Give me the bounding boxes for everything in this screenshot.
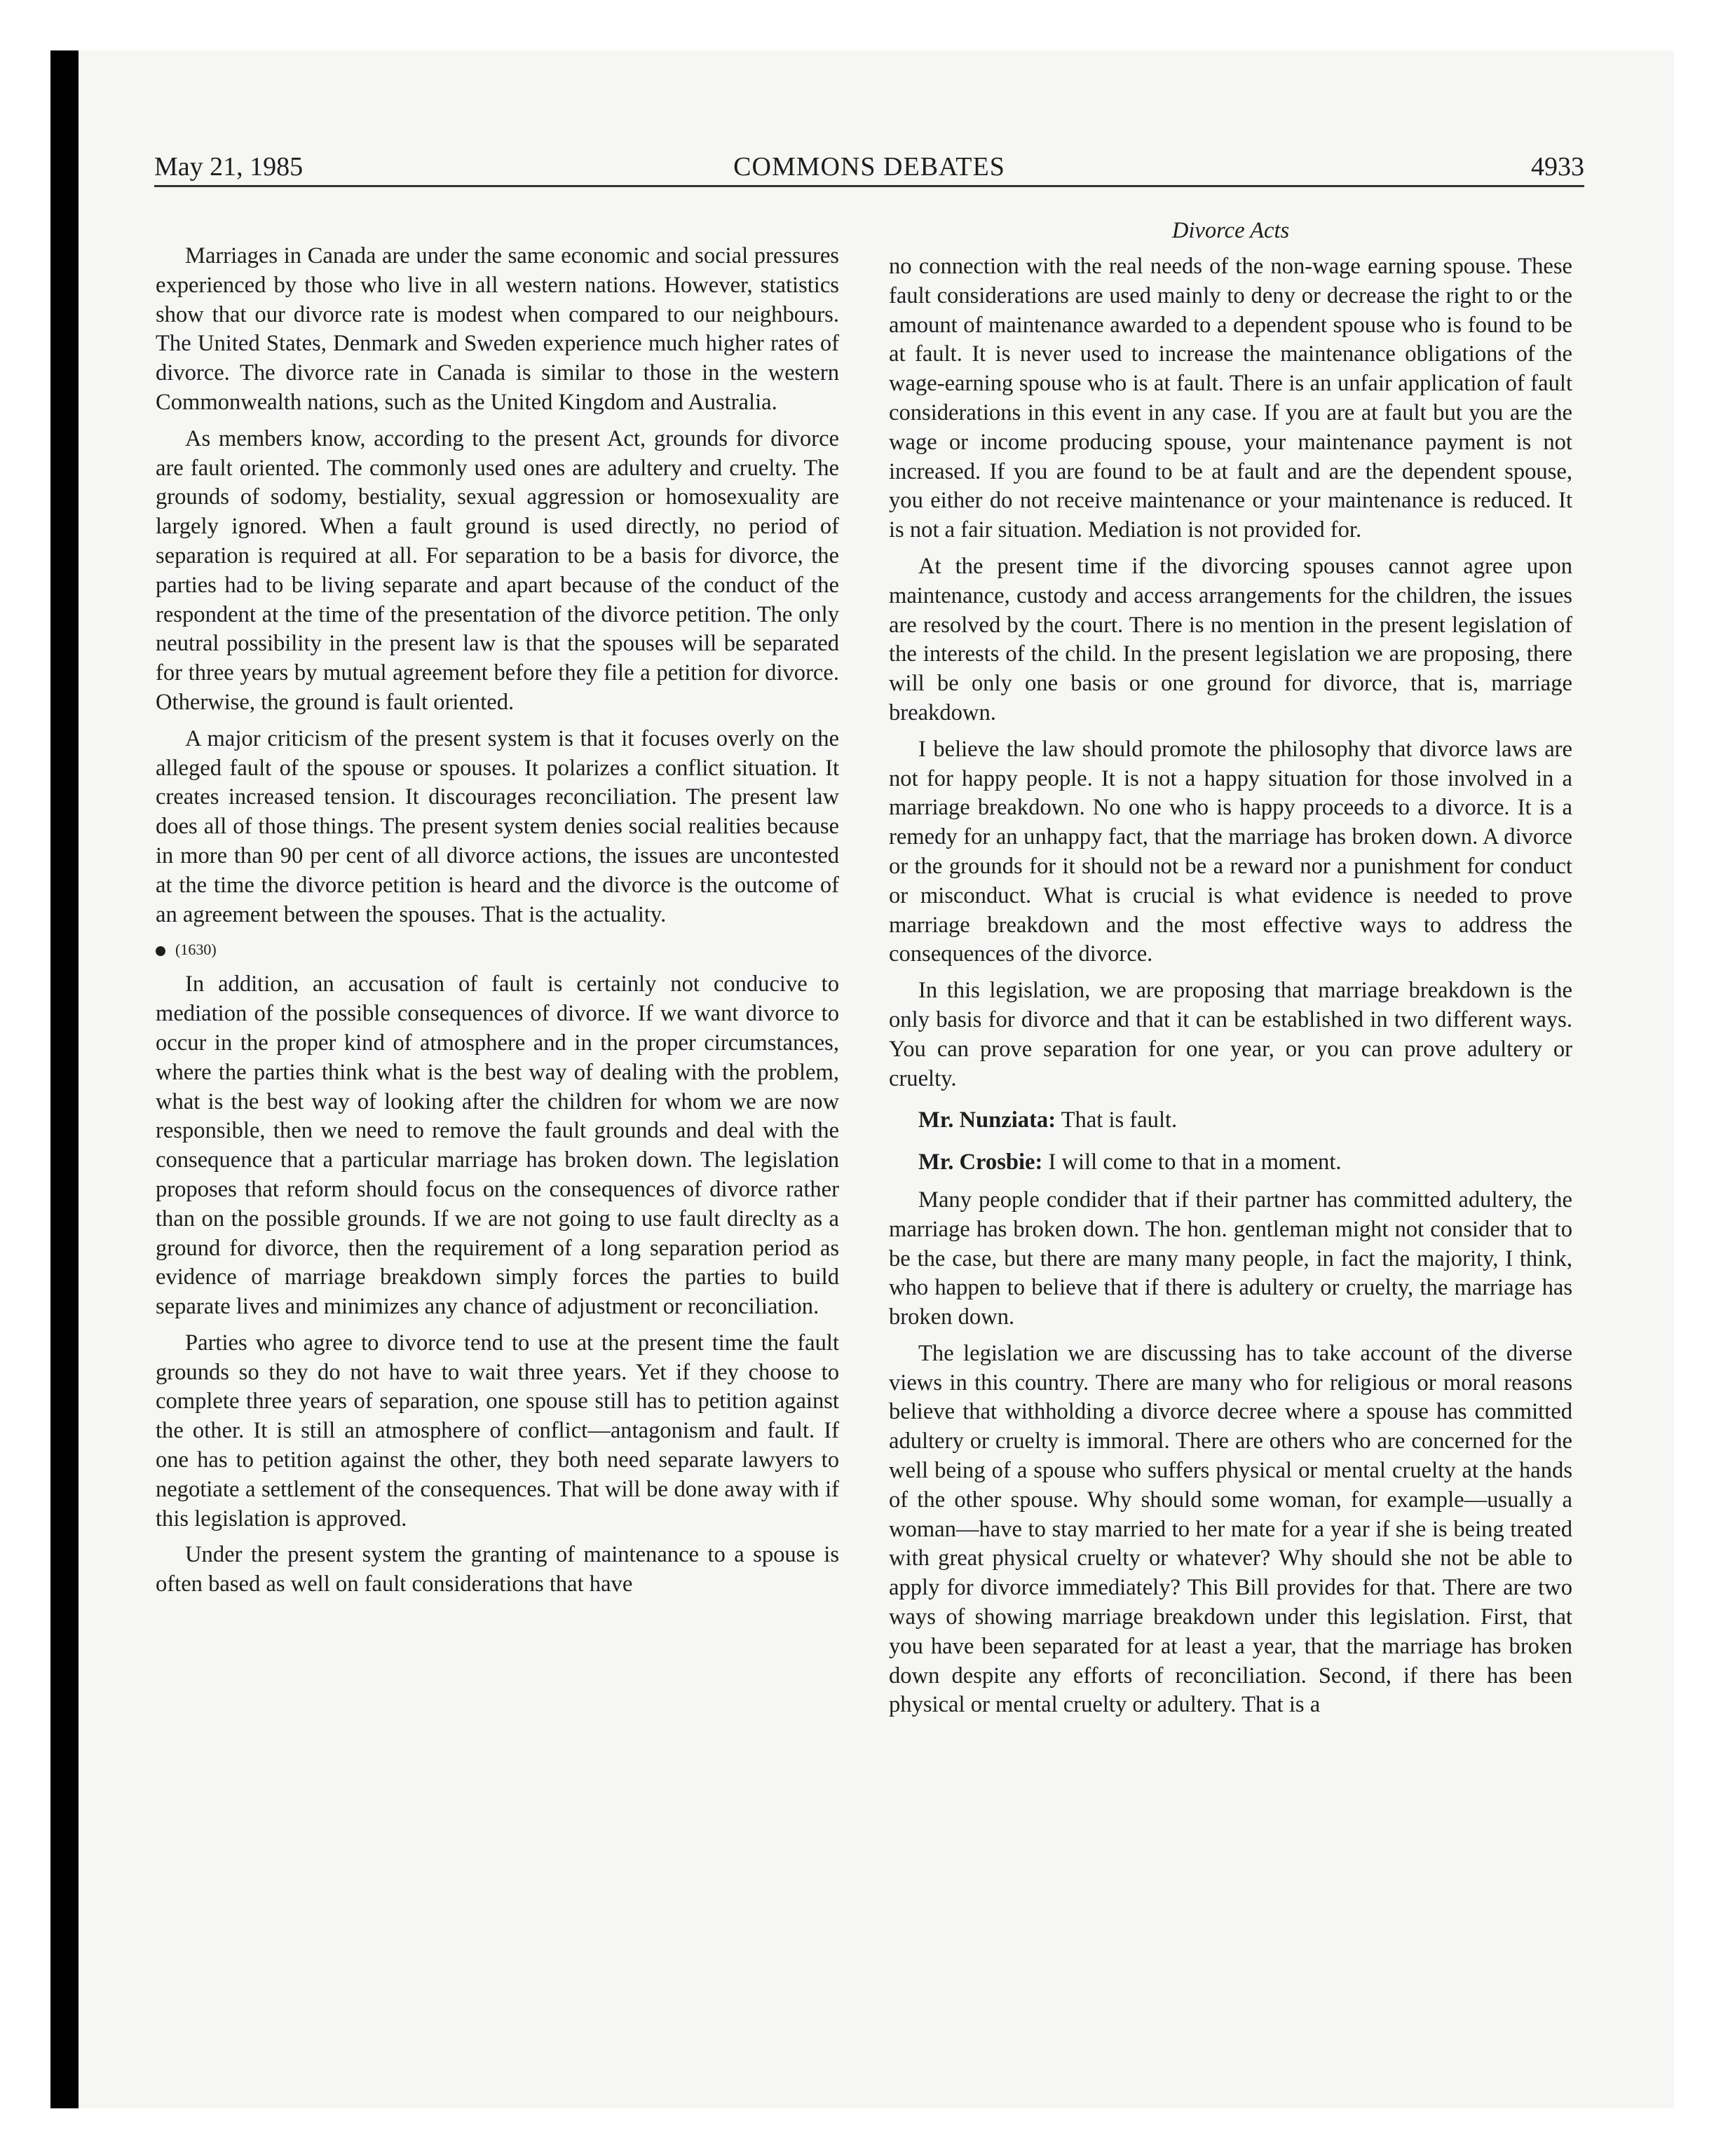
header-page-number: 4933 — [1531, 152, 1584, 182]
header-rule — [154, 185, 1584, 187]
paragraph: In addition, an accusation of fault is certainly not conducive to mediation of the possible consequences of divorce. If we want divorce to occur in the proper kind of atmosphere and in the proper circumstances, where the parties think what is the best way of dealing with the problem, what is the best way of looking after the children for whom we are now responsible, then we need to remove the fault grounds and deal with the consequence that a particular marriage has broken down. The legislation proposes that reform should focus on the consequences of divorce rather than on the possible grounds. If we are not going to use fault direclty as a ground for divorce, then the requirement of a long separation period as evidence of marriage breakdown simply forces the parties to build separate lives and minimizes any chance of adjustment or reconciliation. — [156, 971, 839, 1320]
continued-paragraph: no connection with the real needs of the non-wage earning spouse. These fault considerations are used mainly to deny or decrease the right to or the amount of maintenance awarded to a dependent spouse who is found to be at fault. It is never used to increase the maintenance obligations of the wage-earning spouse who is at fault. There is an unfair application of fault considerations in this event in any case. If you are at fault but you are the wage or income producing spouse, your maintenance payment is not increased. If you are found to be at fault and are the dependent spouse, you either do not receive maintenance or your maintenance is reduced. It is not a fair situation. Mediation is not provided for. — [889, 254, 1572, 543]
interjection — [889, 1106, 1572, 1135]
right-column — [889, 216, 1572, 1727]
paragraph: As members know, according to the present Act, grounds for divorce are fault oriented. The commonly used ones are adultery and cruelty. The grounds of sodomy, bestiality, sexual aggression or homosexuality are largely ignored. When a fault ground is used directly, no period of separation is required at all. For separation to be a basis for divorce, the parties had to be living separate and apart because of the conduct of the respondent at the time of the presentation of the divorce petition. The only neutral possibility in the present law is that the spouses will be separated for three years by mutual agreement before they file a petition for divorce. Otherwise, the ground is fault oriented. — [156, 425, 839, 715]
paragraph: Parties who agree to divorce tend to use at the present time the fault grounds so they do not have to wait three years. Yet if they choose to complete three years of separation, one spouse still has to petition against the other. It is still an atmosphere of conflict—antagonism and fault. If one has to petition against the other, they both need separate lawyers to negotiate a settlement of the consequences. That will be done away with if this legislation is approved. — [156, 1330, 839, 1531]
time-marker-text: (1630) — [175, 941, 217, 959]
paragraph: Many people condider that if their partner has committed adultery, the marriage has broken down. The hon. gentleman might not consider that to be the case, but there are many many people, in fact the majority, I think, who happen to believe that if there is adultery or cruelty, the marriage has broken down. — [889, 1187, 1572, 1330]
paragraph: At the present time if the divorcing spouses cannot agree upon maintenance, custody and access arrangements for the children, the issues are resolved by the court. There is no mention in the present legislation of the interests of the child. In the present legislation we are proposing, there will be only one basis or one ground for divorce, that is, marriage breakdown. — [889, 553, 1572, 725]
time-marker — [156, 939, 839, 960]
header-date: May 21, 1985 — [154, 152, 304, 182]
speech-text: That is fault. — [1061, 1107, 1178, 1133]
page-header — [154, 150, 1584, 184]
paragraph: In this legislation, we are proposing that marriage breakdown is the only basis for divorce and that it can be established in two different ways. You can prove separation for one year, or you can prove adultery or cruelty. — [889, 978, 1572, 1091]
speech-text: I will come to that in a moment. — [1048, 1149, 1342, 1175]
bullet-icon — [156, 946, 165, 956]
paragraph: Marriages in Canada are under the same economic and social pressures experienced by those who live in all western nations. However, statistics show that our divorce rate is modest when compared to our neighbours. The United States, Denmark and Sweden experience much higher rates of divorce. The divorce rate in Canada is similar to those in the western Commonwealth nations, such as the United Kingdom and Australia. — [156, 243, 839, 415]
paragraph: The legislation we are discussing has to take account of the diverse views in this country. There are many who for religious or moral reasons believe that withholding a divorce decree where a spouse has committed adultery or cruelty is immoral. There are others who are concerned for the well being of a spouse who suffers physical or mental cruelty at the hands of the other spouse. Why should some woman, for example—usually a woman—have to stay married to her mate for a year if she is being treated with great physical cruelty or whatever? Why should she not be able to apply for divorce immediately? This Bill provides for that. There are two ways of showing marriage breakdown under this legislation. First, that you have been separated for at least a year, that the marriage has broken down despite any efforts of reconciliation. Second, if there has been physical or mental cruelty or adultery. That is a — [889, 1340, 1572, 1718]
section-title: Divorce Acts — [1171, 218, 1290, 243]
left-column — [156, 242, 839, 1606]
header-publication: COMMONS DEBATES — [733, 152, 1005, 182]
paragraph: A major criticism of the present system is that it focuses overly on the alleged fault of the spouse or spouses. It polarizes a conflict situation. It creates increased tension. It discourages reconciliation. The present law does all of those things. The present system denies social realities because in more than 90 per cent of all divorce actions, the issues are uncontested at the time the divorce petition is heard and the divorce is the outcome of an agreement between the spouses. That is the actuality. — [156, 725, 839, 927]
paragraph: Under the present system the granting of maintenance to a spouse is often based as well on fault considerations that have — [156, 1542, 839, 1597]
interjection — [889, 1148, 1572, 1178]
paragraph: I believe the law should promote the philosophy that divorce laws are not for happy people. It is not a happy situation for those involved in a marriage breakdown. No one who is happy proceeds to a divorce. It is a remedy for an unhappy fact, that the marriage has broken down. A divorce or the grounds for it should not be a reward nor a punishment for conduct or misconduct. What is crucial is what evidence is needed to prove marriage breakdown and the most effective ways to address the consequences of the divorce. — [889, 736, 1572, 967]
speaker-name: Mr. Nunziata: — [918, 1107, 1056, 1133]
speaker-name: Mr. Crosbie: — [918, 1149, 1043, 1175]
